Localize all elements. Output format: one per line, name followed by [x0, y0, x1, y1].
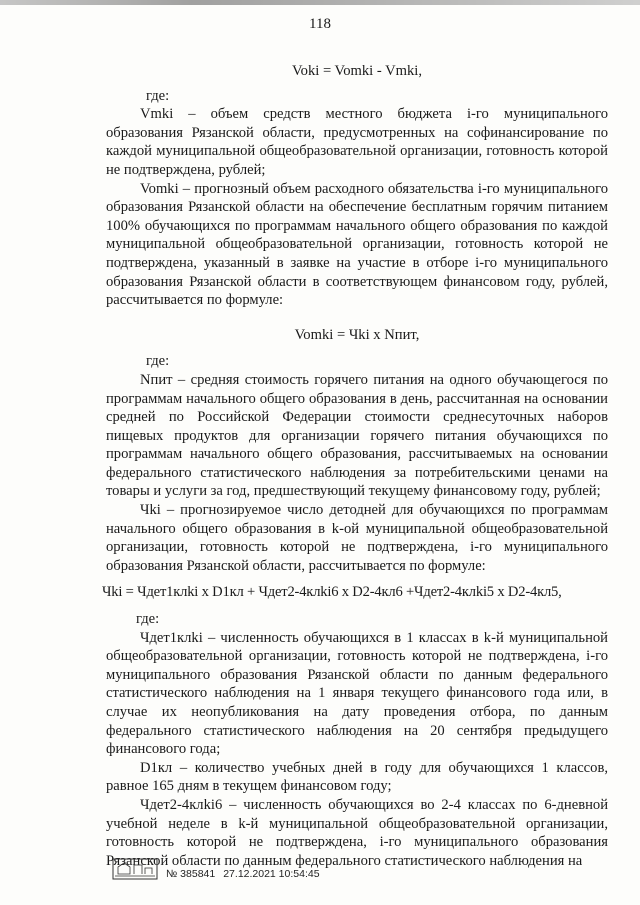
document-number: № 385841 [166, 868, 216, 880]
paragraph-vomki: Vomki – прогнозный объем расходного обязательства i-го муниципального образования Рязанской области на обеспечение бесплатным горячим питанием 100% обучающихся по программам начального общего образования по каждой муниципальной общеобразовательной организации, готовность которой не подтверждена, указанный в заявке на участие в отборе i-го муниципального образования Рязанской области в соответствующем финансовом году, рублей, рассчитывается по формуле: [106, 180, 608, 309]
paragraph-d1kl: D1кл – количество учебных дней в году для обучающихся 1 классов, равное 165 дням в текущем финансовом году; [106, 759, 608, 795]
formula-vomki: Vomki = Чki x Nпит, [294, 326, 420, 343]
page-number: 118 [309, 16, 331, 32]
document-footer [112, 858, 320, 880]
paragraph-vmki: Vmki – объем средств местного бюджета i-го муниципального образования Рязанской области, предусмотренных на софинансирование по каждой муниципальной общеобразовательной организации, готовность которой не подтверждена, рублей; [106, 106, 608, 178]
paragraph-chki: Чki – прогнозируемое число детодней для обучающихся по программам начального общего образования в k-ой муниципальной общеобразовательной организации, готовность которой не подтверждена, i-го муниципального образования Рязанской области, рассчитывается по формуле: [106, 502, 608, 574]
where-label: где: [146, 353, 170, 370]
paragraph-npit: Nпит – средняя стоимость горячего питания на одного обучающегося по программам начального общего образования в день, рассчитанная на основании средней по Российской Федерации стоимости среднесуточных наборов пищевых продуктов для организации горячего питания обучающихся по программам начального общего образования, рассчитываемых на основании федерального статистического наблюдения за потребительскими ценами на товары и услуги за год, предшествующий текущему финансовому году, рублей; [106, 371, 608, 500]
paragraph-chdet2-4: Чдет2-4клki6 – численность обучающихся во 2-4 классах по 6-дневной учебной неделе в k-й муниципальной общеобразовательной организации, готовность которой не подтверждена, i-го муниципального образования Рязанской области по данным федерального статистического наблюдения на [106, 796, 608, 869]
formula-voki: Voki = Vomki - Vmki, [291, 63, 422, 79]
paragraph-chdet1: Чдет1клki – численность обучающихся в 1 классах в k-й муниципальной общеобразовательной организации, готовность которой не подтверждена, i-го муниципального образования Рязанской области по данным федерального статистического наблюдения на 1 января текущего финансового года или, в случае их неопубликования на дату проведения отбора, по данным федерального статистического наблюдения на 20 сентября предыдущего финансового года; [106, 629, 608, 758]
document-datetime: 27.12.2021 10:54:45 [223, 868, 320, 880]
where-label: где: [136, 611, 160, 628]
formula-chki: Чki = Чдет1клki x D1кл + Чдет2-4клki6 x D2-4кл6 +Чдет2-4клki5 x D2-4кл5, [102, 584, 562, 601]
scan-top-edge [0, 0, 640, 5]
document-body [102, 56, 608, 870]
seal-stamp-icon [112, 858, 158, 880]
where-label: где: [146, 87, 170, 104]
